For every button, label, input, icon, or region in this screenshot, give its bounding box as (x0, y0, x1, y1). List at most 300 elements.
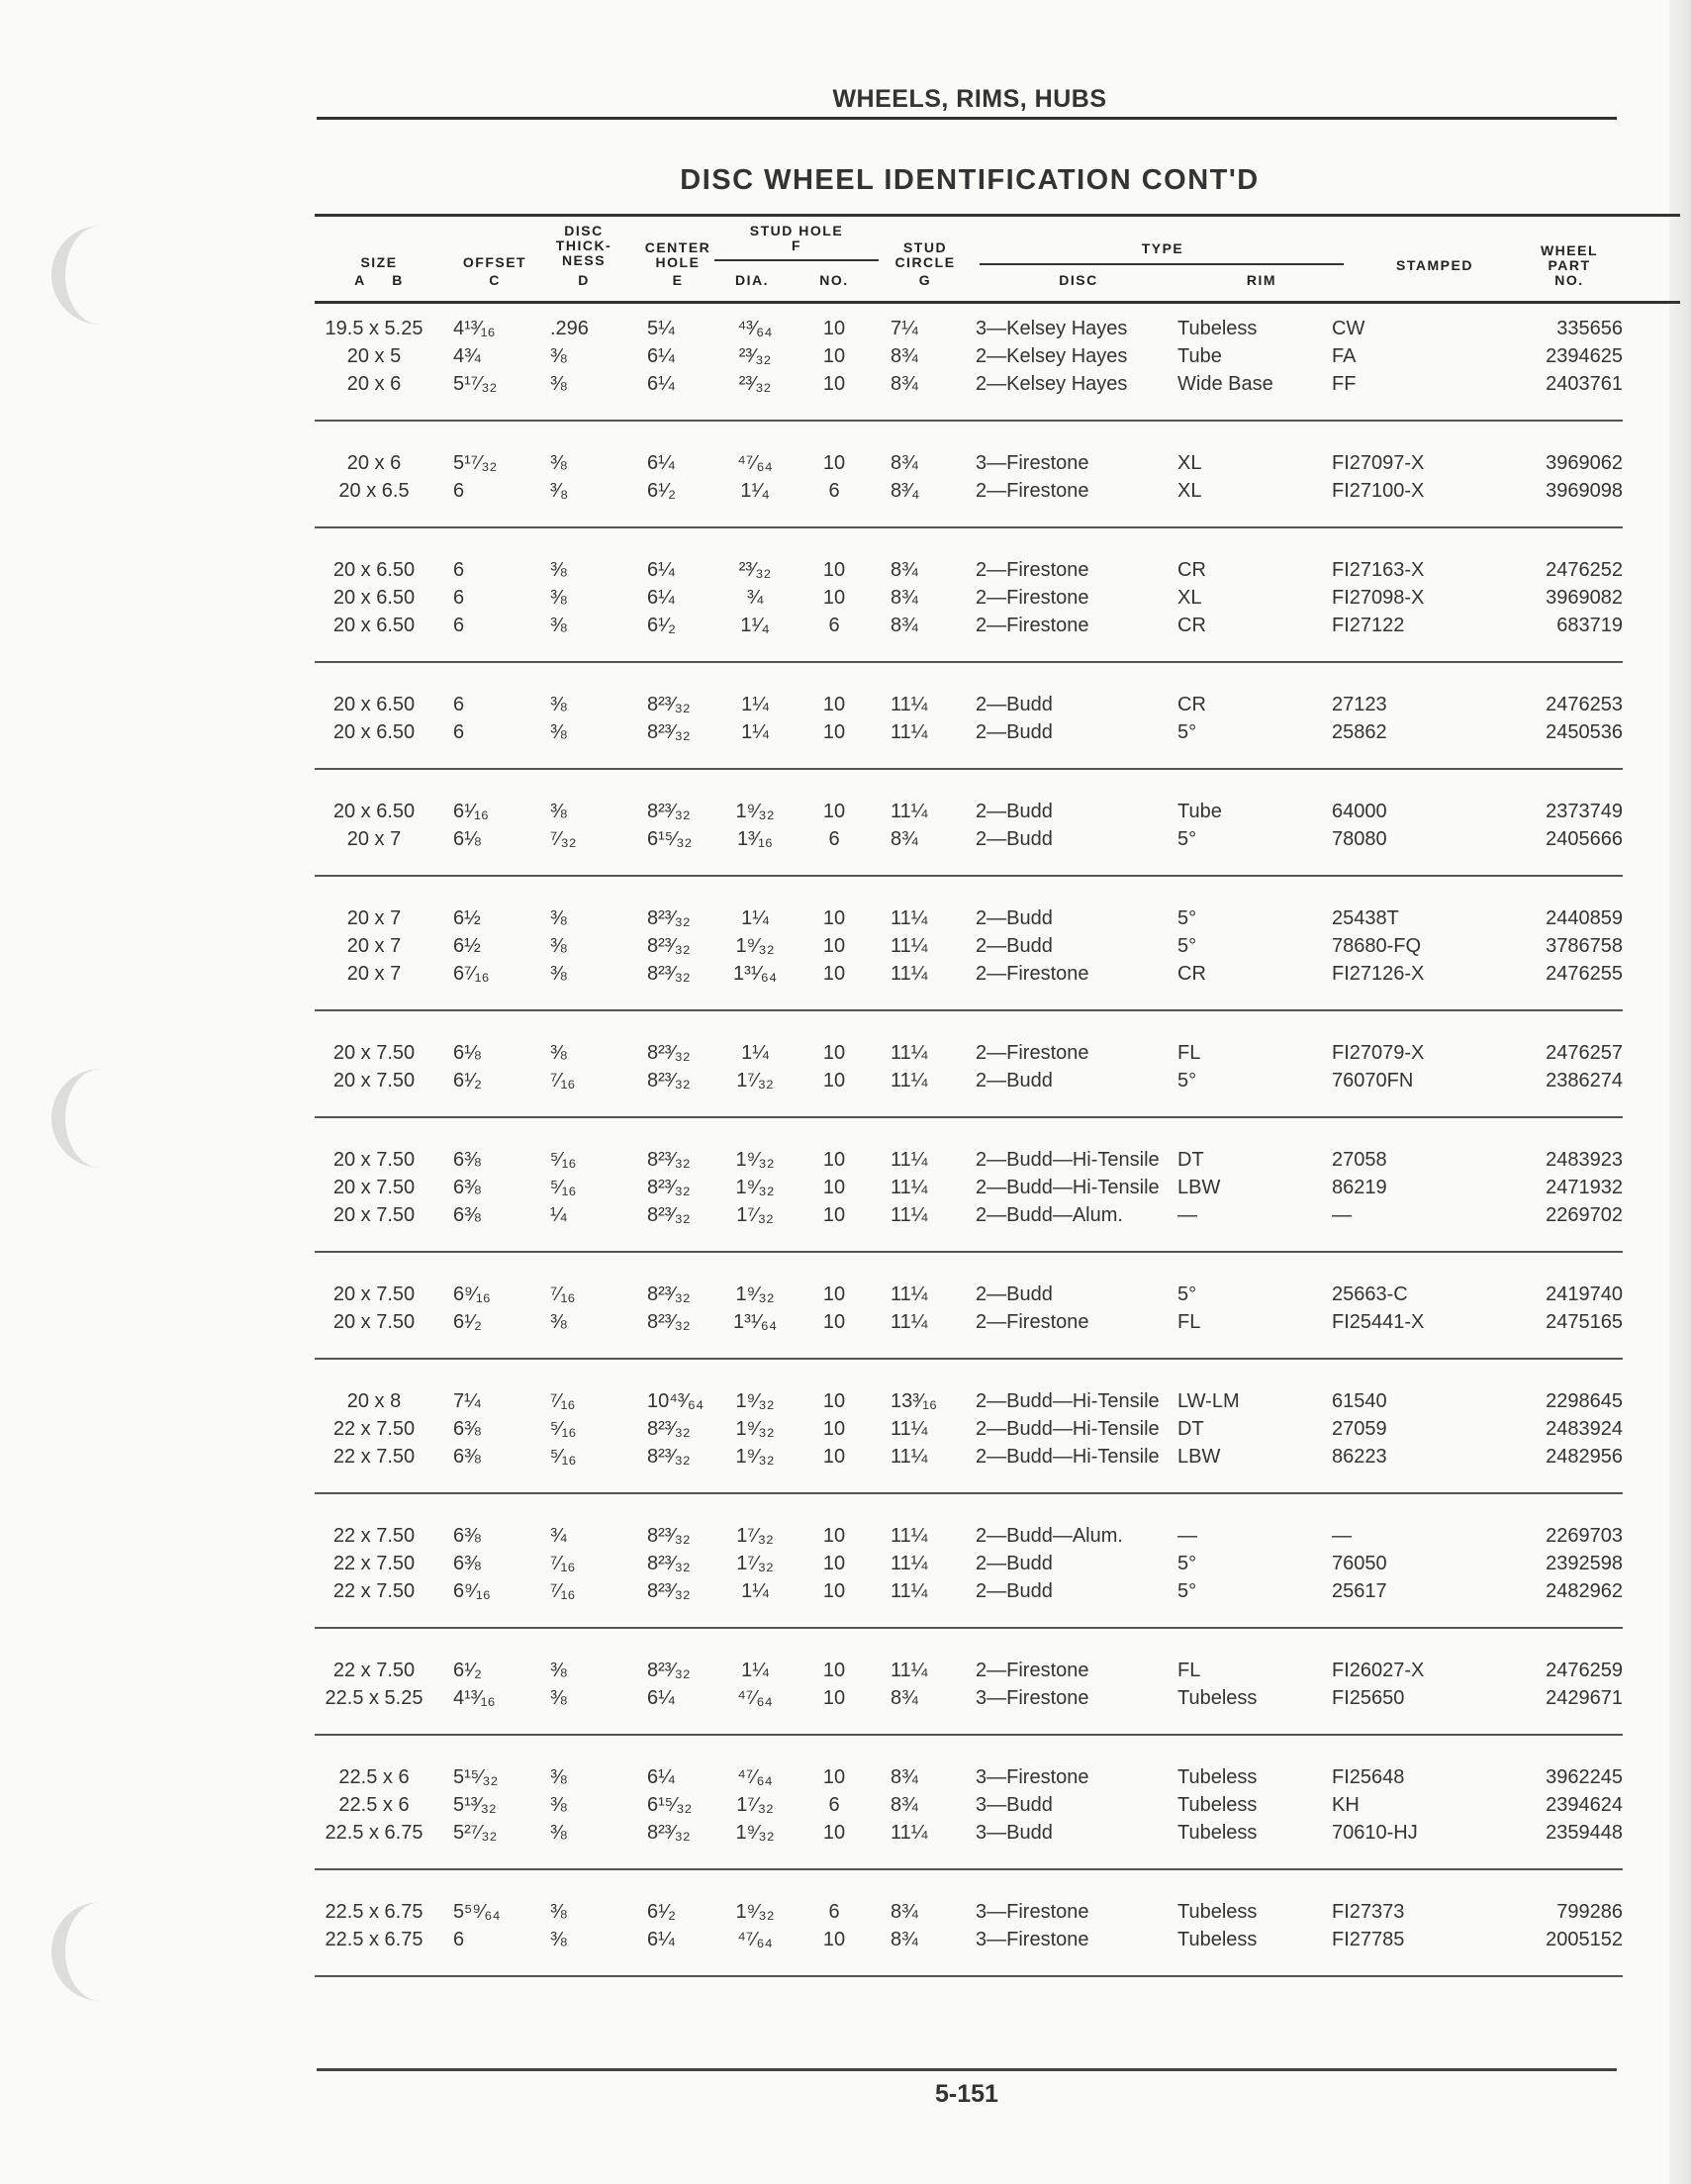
col-header-center-hole: CENTER HOLE (644, 239, 711, 270)
cell-stamped: 86223 (1332, 1446, 1387, 1468)
cell-type-rim: 5° (1177, 1580, 1197, 1602)
header-bottom-rule (315, 301, 1680, 304)
cell-stud-hole-no: 10 (822, 559, 846, 581)
cell-stamped: 78080 (1332, 828, 1387, 850)
cell-wheel-part-no: 2403761 (1546, 373, 1623, 395)
table-row (315, 904, 1623, 932)
cell-disc-thickness: ⅜ (550, 694, 567, 715)
cell-stud-hole-no: 10 (822, 801, 846, 822)
cell-size: 20 x 6 (346, 373, 402, 395)
cell-stud-hole-no: 10 (822, 1660, 846, 1681)
cell-type-rim: 5° (1177, 1070, 1197, 1092)
cell-size: 20 x 6.5 (338, 480, 410, 502)
cell-type-rim: XL (1177, 587, 1202, 609)
cell-wheel-part-no: 2269702 (1546, 1204, 1623, 1226)
cell-wheel-part-no: 2373749 (1546, 801, 1623, 822)
cell-type-rim: Tubeless (1177, 1687, 1258, 1709)
cell-wheel-part-no: 2476255 (1546, 963, 1623, 985)
cell-type-disc: 2—Budd—Hi-Tensile (976, 1418, 1160, 1440)
row-group (315, 315, 1623, 422)
cell-center-hole: 6¼ (647, 373, 675, 395)
cell-stamped: 27059 (1332, 1418, 1387, 1440)
cell-stamped: KH (1332, 1794, 1360, 1816)
cell-stamped: — (1332, 1204, 1352, 1226)
cell-stud-hole-no: 10 (822, 1283, 846, 1305)
cell-type-disc: 3—Firestone (976, 1766, 1089, 1788)
cell-type-rim: — (1177, 1525, 1197, 1547)
col-header-offset: OFFSET (462, 254, 527, 270)
table-row (315, 1763, 1623, 1791)
cell-stamped: FF (1332, 373, 1357, 395)
cell-wheel-part-no: 2482956 (1546, 1446, 1623, 1468)
cell-stud-circle: 11¼ (891, 1311, 928, 1333)
cell-stud-hole-dia: 1⁹⁄₃₂ (735, 1283, 775, 1305)
cell-type-disc: 3—Budd (976, 1794, 1053, 1816)
cell-offset: 4¹³⁄₁₆ (453, 1687, 496, 1709)
cell-offset: 6½ (453, 907, 481, 929)
cell-size: 20 x 7 (346, 963, 402, 985)
row-group (315, 1387, 1623, 1494)
cell-disc-thickness: ⅜ (550, 615, 567, 636)
col-header-type: TYPE (1141, 240, 1184, 256)
cell-stud-hole-no: 10 (822, 1446, 846, 1468)
table-row (315, 1201, 1623, 1229)
col-sub-offset: C (489, 272, 501, 288)
cell-center-hole: 8²³⁄₃₂ (647, 1525, 691, 1547)
cell-stud-circle: 11¼ (891, 1660, 928, 1681)
page-edge (1669, 0, 1691, 2184)
cell-type-disc: 2—Budd (976, 1070, 1053, 1092)
cell-stud-circle: 11¼ (891, 1149, 928, 1171)
cell-center-hole: 6¹⁄₂ (647, 615, 676, 636)
type-rule (980, 263, 1344, 265)
binder-hole (51, 226, 135, 325)
table-row (315, 691, 1623, 718)
cell-wheel-part-no: 2475165 (1546, 1311, 1623, 1333)
row-group (315, 1898, 1623, 1977)
cell-stamped: FA (1332, 345, 1357, 367)
cell-size: 20 x 7.50 (332, 1177, 416, 1198)
cell-type-rim: — (1177, 1204, 1197, 1226)
cell-disc-thickness: ⁷⁄₁₆ (550, 1390, 576, 1412)
cell-stamped: 86219 (1332, 1177, 1387, 1198)
table-row (315, 1819, 1623, 1847)
cell-size: 20 x 6.50 (332, 801, 416, 822)
cell-type-rim: 5° (1177, 907, 1197, 929)
cell-type-rim: Tubeless (1177, 1794, 1258, 1816)
row-group (315, 1146, 1623, 1253)
cell-disc-thickness: ⁷⁄₁₆ (550, 1553, 576, 1574)
col-header-stamped: STAMPED (1396, 257, 1473, 273)
cell-stud-hole-dia: 1³¹⁄₆₄ (732, 1311, 777, 1333)
cell-offset: 6¹⁄₂ (453, 1660, 482, 1681)
cell-stud-circle: 11¼ (891, 1283, 928, 1305)
row-group (315, 691, 1623, 770)
cell-type-rim: Tubeless (1177, 1766, 1258, 1788)
table-row (315, 932, 1623, 960)
cell-disc-thickness: ⁵⁄₁₆ (550, 1446, 577, 1468)
cell-stud-hole-no: 6 (828, 480, 840, 502)
cell-stud-hole-dia: 1¼ (741, 907, 769, 929)
cell-wheel-part-no: 2269703 (1546, 1525, 1623, 1547)
cell-size: 20 x 7.50 (332, 1042, 416, 1064)
page-number: 5-151 (935, 2080, 998, 2108)
cell-wheel-part-no: 3969062 (1546, 452, 1623, 474)
cell-size: 20 x 7.50 (332, 1149, 416, 1171)
cell-size: 20 x 8 (346, 1390, 402, 1412)
cell-stud-circle: 11¼ (891, 1177, 928, 1198)
cell-offset: 4¾ (453, 345, 481, 367)
cell-type-disc: 3—Firestone (976, 1929, 1089, 1950)
cell-offset: 4¹³⁄₁₆ (453, 318, 496, 339)
cell-type-disc: 2—Budd (976, 801, 1053, 822)
table-row (315, 477, 1623, 505)
cell-stud-hole-no: 10 (822, 345, 846, 367)
cell-size: 22.5 x 6.75 (325, 1901, 423, 1923)
cell-stud-hole-no: 10 (822, 963, 846, 985)
cell-stud-hole-no: 10 (822, 1580, 846, 1602)
cell-stamped: 25862 (1332, 721, 1387, 743)
cell-disc-thickness: ⁷⁄₁₆ (550, 1070, 576, 1092)
cell-stamped: FI27785 (1332, 1929, 1405, 1950)
cell-stud-hole-dia: ¾ (746, 587, 764, 609)
table-row (315, 1550, 1623, 1577)
cell-stamped: — (1332, 1525, 1352, 1547)
row-group (315, 1039, 1623, 1118)
cell-type-disc: 2—Budd—Alum. (976, 1525, 1123, 1547)
cell-disc-thickness: ⅜ (550, 452, 567, 474)
cell-stamped: FI27126-X (1332, 963, 1425, 985)
cell-size: 20 x 7 (346, 907, 402, 929)
cell-disc-thickness: ⁷⁄₁₆ (550, 1283, 576, 1305)
cell-stud-hole-no: 6 (828, 828, 840, 850)
table-row (315, 1387, 1623, 1415)
cell-stud-hole-no: 10 (822, 1766, 846, 1788)
cell-stud-hole-no: 10 (822, 1311, 846, 1333)
cell-size: 22 x 7.50 (332, 1660, 416, 1681)
cell-stud-hole-no: 10 (822, 1418, 846, 1440)
cell-center-hole: 6¼ (647, 1929, 675, 1950)
cell-stud-hole-no: 10 (822, 694, 846, 715)
cell-stud-hole-no: 10 (822, 1177, 846, 1198)
cell-wheel-part-no: 2476257 (1546, 1042, 1623, 1064)
cell-wheel-part-no: 2298645 (1546, 1390, 1623, 1412)
table-row (315, 960, 1623, 988)
cell-offset: 6⅜ (453, 1446, 481, 1468)
cell-type-disc: 2—Budd (976, 907, 1053, 929)
cell-wheel-part-no: 2450536 (1546, 721, 1623, 743)
cell-center-hole: 6¼ (647, 587, 675, 609)
cell-offset: 6⅜ (453, 1204, 481, 1226)
cell-stamped: FI27079-X (1332, 1042, 1425, 1064)
cell-stud-circle: 8¾ (891, 615, 918, 636)
cell-disc-thickness: ⅜ (550, 1929, 567, 1950)
cell-stud-hole-dia: 1¼ (741, 721, 769, 743)
header-rule (317, 117, 1617, 120)
cell-wheel-part-no: 2476253 (1546, 694, 1623, 715)
row-group (315, 798, 1623, 877)
col-header-wheel-part-no: WHEEL PART NO. (1540, 242, 1599, 288)
cell-stud-hole-dia: 1⁹⁄₃₂ (735, 1446, 775, 1468)
cell-center-hole: 6¹⁄₂ (647, 480, 676, 502)
row-group (315, 556, 1623, 663)
col-header-rim: RIM (1246, 272, 1277, 288)
cell-type-disc: 2—Budd (976, 1283, 1053, 1305)
cell-wheel-part-no: 2482962 (1546, 1580, 1623, 1602)
cell-size: 19.5 x 5.25 (325, 318, 423, 339)
col-header-stud-circle: STUD CIRCLE (894, 239, 956, 270)
cell-size: 20 x 6.50 (332, 615, 416, 636)
cell-stamped: FI27100-X (1332, 480, 1425, 502)
table-row (315, 1577, 1623, 1605)
cell-size: 22 x 7.50 (332, 1553, 416, 1574)
cell-stud-circle: 11¼ (891, 694, 928, 715)
cell-type-disc: 2—Firestone (976, 559, 1089, 581)
cell-size: 22.5 x 5.25 (325, 1687, 423, 1709)
cell-stud-hole-dia: 1¹⁄₄ (740, 615, 770, 636)
cell-type-disc: 2—Firestone (976, 587, 1089, 609)
cell-type-rim: 5° (1177, 721, 1197, 743)
cell-wheel-part-no: 2483923 (1546, 1149, 1623, 1171)
cell-type-disc: 2—Budd (976, 828, 1053, 850)
cell-type-rim: Tube (1177, 345, 1222, 367)
table-row (315, 1067, 1623, 1094)
cell-size: 20 x 5 (346, 345, 402, 367)
cell-type-disc: 2—Kelsey Hayes (976, 345, 1128, 367)
cell-offset: 5⁵⁹⁄₆₄ (453, 1901, 501, 1923)
cell-size: 20 x 7 (346, 828, 402, 850)
cell-stud-hole-no: 10 (822, 1525, 846, 1547)
table-row (315, 342, 1623, 370)
row-group (315, 1522, 1623, 1629)
table-row (315, 1898, 1623, 1926)
col-header-no: NO. (819, 272, 849, 288)
cell-size: 20 x 6 (346, 452, 402, 474)
cell-disc-thickness: ⅜ (550, 721, 567, 743)
cell-stamped: FI27163-X (1332, 559, 1425, 581)
cell-stud-circle: 8¾ (891, 559, 918, 581)
cell-stud-hole-no: 6 (828, 615, 840, 636)
table-row (315, 1039, 1623, 1067)
cell-type-rim: LW-LM (1177, 1390, 1240, 1412)
cell-offset: 6½ (453, 935, 481, 957)
cell-center-hole: 8²³⁄₃₂ (647, 1311, 691, 1333)
cell-center-hole: 8²³⁄₃₂ (647, 1042, 691, 1064)
cell-size: 20 x 7 (346, 935, 402, 957)
table-row (315, 718, 1623, 746)
cell-size: 22.5 x 6 (338, 1794, 410, 1816)
cell-type-rim: 5° (1177, 1553, 1197, 1574)
cell-center-hole: 8²³⁄₃₂ (647, 1070, 691, 1092)
cell-stamped: 64000 (1332, 801, 1387, 822)
row-group (315, 1657, 1623, 1736)
cell-stud-circle: 11¼ (891, 1204, 928, 1226)
cell-stud-circle: 11¼ (891, 1418, 928, 1440)
cell-stud-hole-no: 10 (822, 1929, 846, 1950)
cell-disc-thickness: ⁵⁄₁₆ (550, 1418, 577, 1440)
cell-type-rim: CR (1177, 694, 1206, 715)
cell-stamped: 27123 (1332, 694, 1387, 715)
table-row (315, 1926, 1623, 1953)
binder-hole (51, 1069, 135, 1168)
cell-wheel-part-no: 2405666 (1546, 828, 1623, 850)
cell-offset: 6⅜ (453, 1418, 481, 1440)
cell-stamped: FI27122 (1332, 615, 1405, 636)
cell-size: 20 x 6.50 (332, 559, 416, 581)
cell-size: 22.5 x 6.75 (325, 1822, 423, 1844)
cell-wheel-part-no: 2005152 (1546, 1929, 1623, 1950)
cell-stud-circle: 11¼ (891, 1525, 928, 1547)
col-sub-stud-circle: G (918, 272, 932, 288)
cell-stud-hole-dia: ⁴⁷⁄₆₄ (737, 1687, 773, 1709)
cell-type-disc: 2—Budd (976, 694, 1053, 715)
cell-disc-thickness: ⁵⁄₁₆ (550, 1177, 577, 1198)
cell-stud-hole-no: 10 (822, 1687, 846, 1709)
cell-stud-hole-dia: 1⁹⁄₃₂ (735, 1418, 775, 1440)
cell-center-hole: 10⁴³⁄₆₄ (647, 1390, 705, 1412)
cell-type-rim: FL (1177, 1042, 1201, 1064)
cell-stud-circle: 8¾ (891, 1901, 918, 1923)
cell-wheel-part-no: 3969098 (1546, 480, 1623, 502)
cell-stamped: 25617 (1332, 1580, 1387, 1602)
cell-type-disc: 2—Budd (976, 1553, 1053, 1574)
cell-stud-hole-dia: 1⁷⁄₃₂ (736, 1553, 774, 1574)
cell-stud-hole-dia: 1³⁄₁₆ (737, 828, 773, 850)
cell-offset: 6⅛ (453, 1042, 481, 1064)
cell-type-disc: 2—Firestone (976, 1042, 1089, 1064)
table-row (315, 584, 1623, 612)
cell-offset: 5¹⁵⁄₃₂ (453, 1766, 499, 1788)
cell-type-disc: 2—Budd—Hi-Tensile (976, 1149, 1160, 1171)
cell-wheel-part-no: 799286 (1556, 1901, 1623, 1923)
cell-wheel-part-no: 2440859 (1546, 907, 1623, 929)
cell-wheel-part-no: 2476259 (1546, 1660, 1623, 1681)
cell-stud-hole-no: 6 (828, 1794, 840, 1816)
cell-size: 22 x 7.50 (332, 1446, 416, 1468)
cell-stud-hole-dia: 1⁷⁄₃₂ (736, 1525, 774, 1547)
cell-offset: 6⅜ (453, 1177, 481, 1198)
cell-type-disc: 2—Firestone (976, 1311, 1089, 1333)
cell-center-hole: 8²³⁄₃₂ (647, 1283, 691, 1305)
cell-disc-thickness: ³⁄₈ (550, 480, 569, 502)
cell-center-hole: 8²³⁄₃₂ (647, 801, 691, 822)
table-top-rule (315, 214, 1680, 217)
cell-offset: 6¹⁄₂ (453, 1311, 482, 1333)
cell-type-disc: 2—Budd—Alum. (976, 1204, 1123, 1226)
row-group (315, 1281, 1623, 1360)
table-row (315, 1174, 1623, 1201)
cell-offset: 6⁷⁄₁₆ (453, 963, 490, 985)
cell-stamped: FI25441-X (1332, 1311, 1425, 1333)
cell-stud-hole-no: 10 (822, 318, 846, 339)
cell-stamped: 61540 (1332, 1390, 1387, 1412)
cell-offset: 6 (453, 559, 465, 581)
cell-stud-hole-no: 10 (822, 1149, 846, 1171)
cell-center-hole: 5¼ (647, 318, 675, 339)
cell-disc-thickness: ⅜ (550, 587, 567, 609)
cell-stud-hole-no: 10 (822, 1822, 846, 1844)
cell-stud-circle: 8¾ (891, 1929, 918, 1950)
cell-stud-circle: 11¼ (891, 935, 928, 957)
cell-stud-hole-no: 10 (822, 587, 846, 609)
cell-center-hole: 6¼ (647, 345, 675, 367)
cell-stud-hole-no: 10 (822, 907, 846, 929)
cell-wheel-part-no: 2359448 (1546, 1822, 1623, 1844)
binder-hole (51, 1902, 135, 2001)
cell-center-hole: 8²³⁄₃₂ (647, 1553, 691, 1574)
cell-stamped: 76070FN (1332, 1070, 1414, 1092)
cell-disc-thickness: ⅜ (550, 559, 567, 581)
cell-center-hole: 8²³⁄₃₂ (647, 1149, 691, 1171)
cell-stud-hole-dia: ⁴⁷⁄₆₄ (737, 452, 773, 474)
disc-wheel-table (315, 315, 1623, 2005)
cell-disc-thickness: ¼ (550, 1204, 567, 1226)
cell-center-hole: 6¼ (647, 1766, 675, 1788)
cell-size: 20 x 6.50 (332, 694, 416, 715)
cell-stud-hole-dia: ⁴⁷⁄₆₄ (737, 1766, 773, 1788)
table-row (315, 798, 1623, 825)
cell-stud-circle: 11¼ (891, 1822, 928, 1844)
cell-type-rim: 5° (1177, 1283, 1197, 1305)
cell-offset: 6 (453, 587, 465, 609)
cell-offset: 7¼ (453, 1390, 481, 1412)
cell-center-hole: 8²³⁄₃₂ (647, 1177, 691, 1198)
cell-offset: 6¹⁄₁₆ (453, 801, 489, 822)
cell-stud-hole-no: 10 (822, 1390, 846, 1412)
cell-disc-thickness: ⁷⁄₃₂ (550, 828, 577, 850)
cell-type-rim: Wide Base (1177, 373, 1273, 395)
cell-center-hole: 8²³⁄₃₂ (647, 1418, 691, 1440)
table-row (315, 1415, 1623, 1443)
cell-stud-hole-dia: 1¼ (741, 1580, 769, 1602)
cell-stamped: 25663-C (1332, 1283, 1408, 1305)
cell-disc-thickness: ⅜ (550, 1687, 567, 1709)
cell-stud-circle: 8¾ (891, 828, 918, 850)
cell-center-hole: 8²³⁄₃₂ (647, 694, 691, 715)
cell-wheel-part-no: 2471932 (1546, 1177, 1623, 1198)
cell-size: 20 x 7.50 (332, 1204, 416, 1226)
cell-disc-thickness: .296 (550, 318, 589, 339)
cell-type-rim: DT (1177, 1149, 1204, 1171)
col-header-dia: DIA. (735, 272, 769, 288)
cell-wheel-part-no: 2392598 (1546, 1553, 1623, 1574)
cell-stud-hole-dia: 1⁹⁄₃₂ (735, 1149, 775, 1171)
cell-stud-hole-no: 10 (822, 721, 846, 743)
cell-disc-thickness: ⅜ (550, 907, 567, 929)
cell-type-disc: 2—Kelsey Hayes (976, 373, 1128, 395)
col-sub-center-hole: E (672, 272, 684, 288)
table-row (315, 1146, 1623, 1174)
cell-wheel-part-no: 2476252 (1546, 559, 1623, 581)
cell-type-disc: 2—Budd (976, 1580, 1053, 1602)
cell-type-rim: CR (1177, 615, 1206, 636)
cell-stamped: 70610-HJ (1332, 1822, 1418, 1844)
cell-disc-thickness: ⅜ (550, 1794, 567, 1816)
cell-disc-thickness: ⅜ (550, 345, 567, 367)
cell-wheel-part-no: 2419740 (1546, 1283, 1623, 1305)
cell-disc-thickness: ⅜ (550, 1311, 567, 1333)
cell-stud-circle: 11¼ (891, 1042, 928, 1064)
cell-stud-hole-dia: 1¹⁄₄ (740, 480, 770, 502)
row-group (315, 449, 1623, 528)
table-row (315, 612, 1623, 639)
cell-stud-hole-no: 6 (828, 1901, 840, 1923)
cell-stamped: FI26027-X (1332, 1660, 1425, 1681)
cell-stud-circle: 11¼ (891, 1580, 928, 1602)
cell-center-hole: 8²³⁄₃₂ (647, 1204, 691, 1226)
page-title: DISC WHEEL IDENTIFICATION CONT'D (680, 164, 1260, 196)
cell-stud-hole-no: 10 (822, 1204, 846, 1226)
